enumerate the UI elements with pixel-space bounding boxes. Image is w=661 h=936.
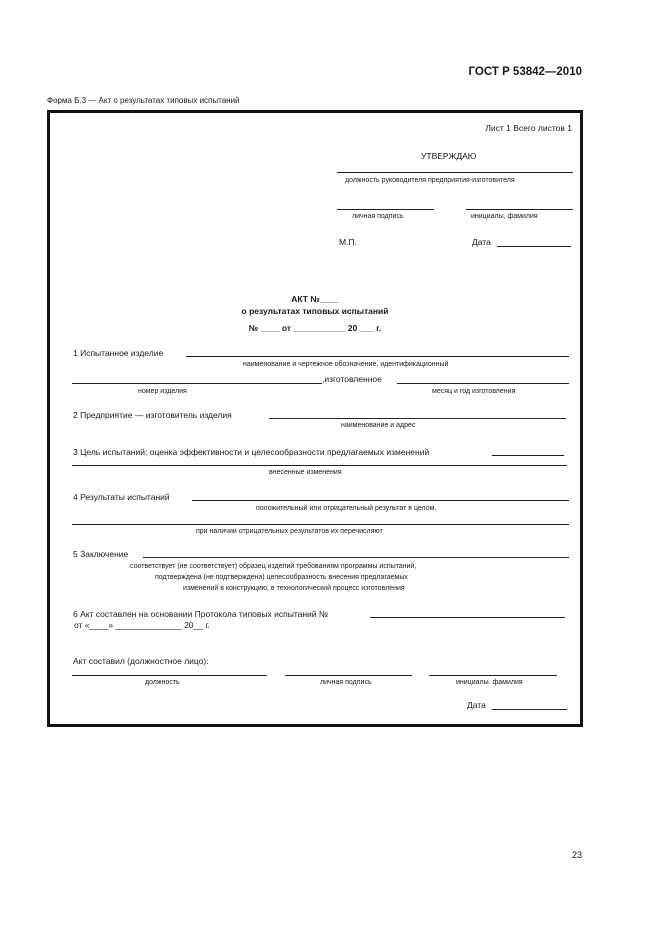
item5-caption-3: изменений в конструкцию, в технологический процесс изготовления: [183, 585, 405, 592]
signature-caption: личная подпись: [352, 213, 404, 220]
item3-caption: внесенные изменения: [269, 469, 342, 476]
compiler-date-label: Дата: [467, 700, 486, 710]
item1-number-line: [72, 383, 322, 384]
page-number: 23: [571, 850, 582, 860]
item1-number-caption: номер изделия: [138, 388, 187, 395]
item2-label: 2 Предприятие — изготовитель изделия: [73, 410, 232, 420]
item5-caption-1: соответствует (не соответствует) образец изделий требованиям программы испытаний,: [130, 563, 417, 570]
initials-line: [466, 209, 573, 210]
position-line: [337, 172, 573, 173]
item5-caption-2: подтверждена (не подтверждена) целесообразность внесения предлагаемых: [155, 574, 408, 581]
initials-caption: инициалы, фамилия: [471, 213, 538, 220]
item6-label: 6 Акт составлен на основании Протокола типовых испытаний №: [73, 609, 329, 619]
item4-caption-2: при наличии отрицательных результатов их перечисляют: [196, 528, 383, 535]
standard-number: ГОСТ Р 53842—2010: [468, 66, 582, 78]
item4-line: [192, 500, 569, 501]
compiler-label: Акт составил (должностное лицо):: [73, 656, 209, 666]
approve-date-label: Дата: [472, 237, 491, 247]
item6-line: [370, 617, 565, 618]
signature-line: [337, 209, 434, 210]
item3-line: [492, 455, 564, 456]
act-subtitle: о результатах типовых испытаний: [241, 306, 389, 316]
item1-caption: наименование и чертежное обозначение, идентификационный: [243, 361, 449, 368]
compiler-initials-line: [429, 675, 557, 676]
item3-line-2: [72, 465, 567, 466]
item6-date: от «____» ______________ 20__ г.: [74, 620, 210, 630]
item2-line: [269, 418, 566, 419]
act-number-line: № ____ от ___________ 20 ___ г.: [248, 323, 382, 333]
form-title: Форма Б.3 — Акт о результатах типовых испытаний: [47, 96, 240, 105]
stamp-mark: М.П.: [339, 237, 357, 247]
position-caption: должность руководителя предприятия-изготовителя: [345, 177, 515, 184]
item1-label: 1 Испытанное изделие: [73, 348, 164, 358]
compiler-signature-caption: личная подпись: [320, 679, 372, 686]
item1-date-line: [397, 383, 569, 384]
item5-line: [143, 557, 569, 558]
compiler-date-line: [492, 709, 567, 710]
item4-caption-1: положительный или отрицательный результат в целом,: [256, 505, 437, 512]
compiler-position-line: [72, 675, 267, 676]
item5-label: 5 Заключение: [73, 549, 129, 559]
sheet-info: Лист 1 Всего листов 1: [485, 123, 572, 133]
item1-line: [186, 356, 569, 357]
compiler-position-caption: должность: [145, 679, 180, 686]
approve-title: УТВЕРЖДАЮ: [421, 151, 477, 161]
item1-made: ,изготовленное: [322, 374, 382, 384]
item1-date-caption: месяц и год изготовления: [432, 388, 516, 395]
item4-line-2: [72, 524, 569, 525]
approve-date-line: [497, 246, 571, 247]
item2-caption: наименование и адрес: [341, 422, 416, 429]
compiler-signature-line: [285, 675, 412, 676]
compiler-initials-caption: инициалы. фамилия: [456, 679, 523, 686]
act-title: АКТ №____: [291, 294, 339, 304]
item4-label: 4 Результаты испытаний: [73, 492, 170, 502]
item3-label: 3 Цель испытаний: оценка эффективности и целесообразности предлагаемых изменений: [73, 447, 430, 457]
